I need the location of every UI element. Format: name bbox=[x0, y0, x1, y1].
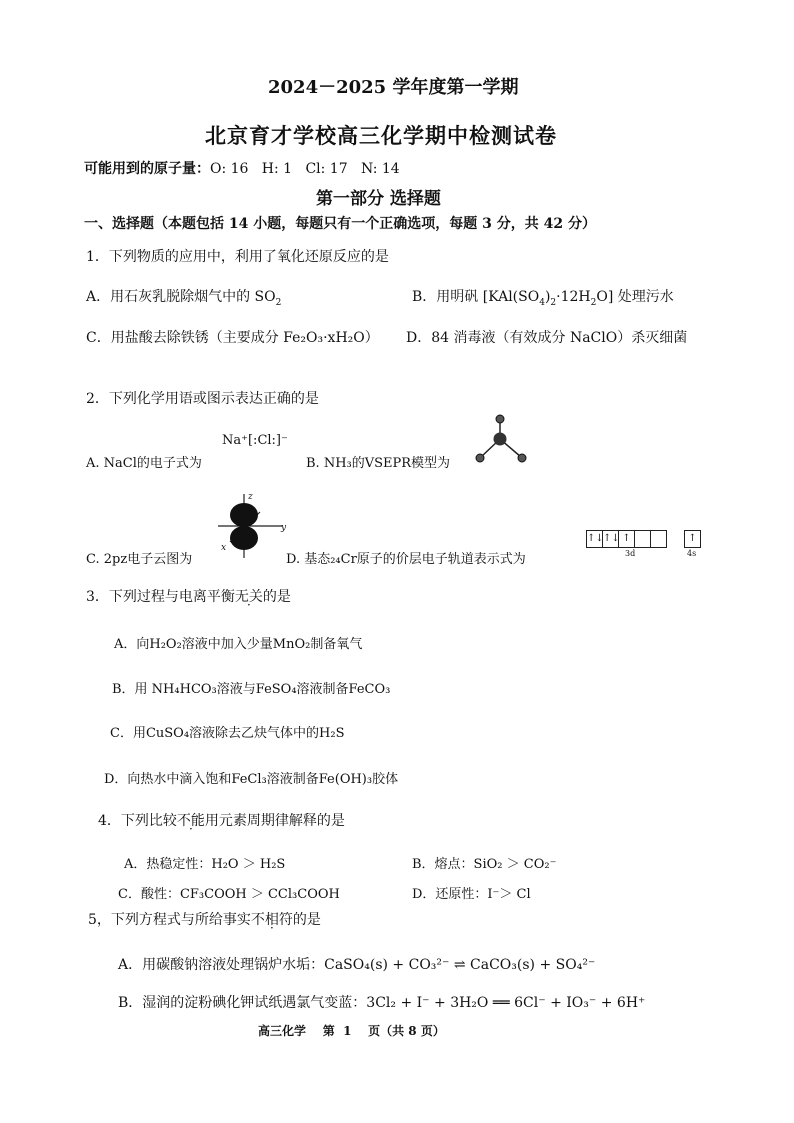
orbital-3d-label: 3d bbox=[625, 549, 636, 558]
orbital-3d-boxes bbox=[586, 530, 667, 548]
q4-stem bbox=[98, 810, 345, 830]
orbital-box: ↑↓ bbox=[603, 531, 619, 547]
q1-b-end: O] 处理污水 bbox=[596, 289, 674, 305]
q1-b-sub3: 2 bbox=[590, 297, 597, 308]
year-line: 2024－2025 学年度第一学期 bbox=[268, 77, 519, 98]
q5-option-a bbox=[118, 954, 595, 974]
q1-option-c: C．用盐酸去除铁锈（主要成分 Fe₂O₃·xH₂O） bbox=[86, 330, 379, 346]
q5-stem-pre: 5，下列方程式与所给事实 bbox=[88, 912, 251, 928]
q3-stem bbox=[86, 586, 291, 606]
q2-option-d: D. 基态₂₄Cr原子的价层电子轨道表示式为 bbox=[286, 552, 526, 567]
q4-stem-emphasis: 不能 bbox=[176, 813, 205, 829]
q3-option-a: A．向H₂O₂溶液中加入少量MnO₂制备氧气 bbox=[114, 637, 363, 652]
q2-option-b: B. NH₃的VSEPR模型为 bbox=[306, 456, 451, 471]
q1-option-a bbox=[86, 286, 281, 308]
q1-b-sub1: 4 bbox=[539, 297, 545, 308]
orbital-box: ↑ bbox=[688, 533, 697, 544]
exam-title: 北京育才学校高三化学期中检测试卷 bbox=[205, 123, 557, 148]
q5-stem-post: 的是 bbox=[292, 912, 321, 928]
q1-b-mid: ) bbox=[544, 289, 551, 305]
q1-b-pre: B．用明矾 [KAl(SO bbox=[412, 289, 540, 305]
q4-option-c: C．酸性：CF₃COOH ＞ CCl₃COOH bbox=[118, 887, 340, 902]
vsepr-model-diagram bbox=[470, 412, 532, 470]
q5-stem-emphasis: 不相符 bbox=[250, 912, 293, 928]
q5-stem bbox=[88, 909, 321, 929]
q3-option-b: B．用 NH₄HCO₃溶液与FeSO₄溶液制备FeCO₃ bbox=[112, 682, 391, 697]
q3-stem-pre: 3．下列过程与电离平衡 bbox=[86, 589, 235, 605]
q1-stem: 1．下列物质的应用中，利用了氧化还原反应的是 bbox=[86, 249, 389, 265]
q1-option-b bbox=[412, 286, 674, 308]
q5-option-b bbox=[118, 992, 645, 1012]
q3-stem-post: 的是 bbox=[262, 589, 291, 605]
atomic-masses-values: O: 16 H: 1 Cl: 17 N: 14 bbox=[210, 161, 400, 177]
q4-stem-post: 用元素周期律解释的是 bbox=[204, 813, 345, 829]
orbital-4s-label: 4s bbox=[687, 549, 697, 558]
q3-stem-emphasis: 无关 bbox=[234, 589, 263, 605]
q5-a-equation: CaSO₄(s) + CO₃²⁻ ⇌ CaCO₃(s) + SO₄²⁻ bbox=[324, 957, 596, 973]
q2-stem: 2．下列化学用语或图示表达正确的是 bbox=[86, 391, 319, 407]
q5-b-equation: 3Cl₂ + I⁻ + 3H₂O ══ 6Cl⁻ + IO₃⁻ + 6H⁺ bbox=[366, 995, 646, 1011]
pz-orbital-diagram bbox=[214, 490, 290, 562]
part-title: 第一部分 选择题 bbox=[316, 189, 441, 209]
q1-a-text: A．用石灰乳脱除烟气中的 SO bbox=[86, 289, 276, 305]
q5-a-text: A．用碳酸钠溶液处理锅炉水垢： bbox=[118, 957, 325, 973]
orbital-box: ↑↓ bbox=[587, 531, 603, 547]
q1-b-post: ·12H bbox=[556, 289, 591, 305]
q5-b-text: B．湿润的淀粉碘化钾试纸遇氯气变蓝： bbox=[118, 995, 367, 1011]
q4-stem-pre: 4．下列比较 bbox=[98, 813, 177, 829]
atomic-masses bbox=[84, 158, 400, 178]
atomic-masses-label: 可能用到的原子量： bbox=[84, 161, 210, 177]
q3-option-d: D．向热水中滴入饱和FeCl₃溶液制备Fe(OH)₃胶体 bbox=[104, 772, 399, 787]
q2-option-a: A. NaCl的电子式为 bbox=[86, 456, 202, 471]
q1-a-sub: 2 bbox=[275, 297, 282, 308]
q4-option-d: D．还原性：I⁻＞ Cl bbox=[412, 887, 531, 902]
q2-option-c: C. 2pz电子云图为 bbox=[86, 552, 193, 567]
q1-b-sub2: 2 bbox=[550, 297, 557, 308]
q1-option-d: D．84 消毒液（有效成分 NaClO）杀灭细菌 bbox=[406, 330, 688, 346]
orbital-box bbox=[635, 531, 651, 547]
orbital-4s-box bbox=[684, 530, 701, 548]
page-footer: 高三化学 第 1 页（共 8 页） bbox=[258, 1024, 445, 1038]
axis-z-label: z bbox=[248, 492, 253, 502]
axis-y-label: y bbox=[281, 523, 287, 533]
q3-option-c: C．用CuSO₄溶液除去乙炔气体中的H₂S bbox=[110, 726, 345, 741]
section-title: 一、选择题（本题包括 14 小题，每题只有一个正确选项，每题 3 分，共 42 分） bbox=[84, 216, 596, 232]
orbital-box bbox=[651, 531, 666, 547]
q4-option-a: A．热稳定性：H₂O ＞ H₂S bbox=[124, 857, 286, 872]
q4-option-b: B．熔点：SiO₂ ＞ CO₂⁻ bbox=[412, 857, 557, 872]
axis-x-label: x bbox=[221, 543, 227, 553]
nacl-electron-formula: Na⁺[:Cl:]⁻ bbox=[222, 433, 288, 448]
orbital-box: ↑ bbox=[619, 531, 635, 547]
